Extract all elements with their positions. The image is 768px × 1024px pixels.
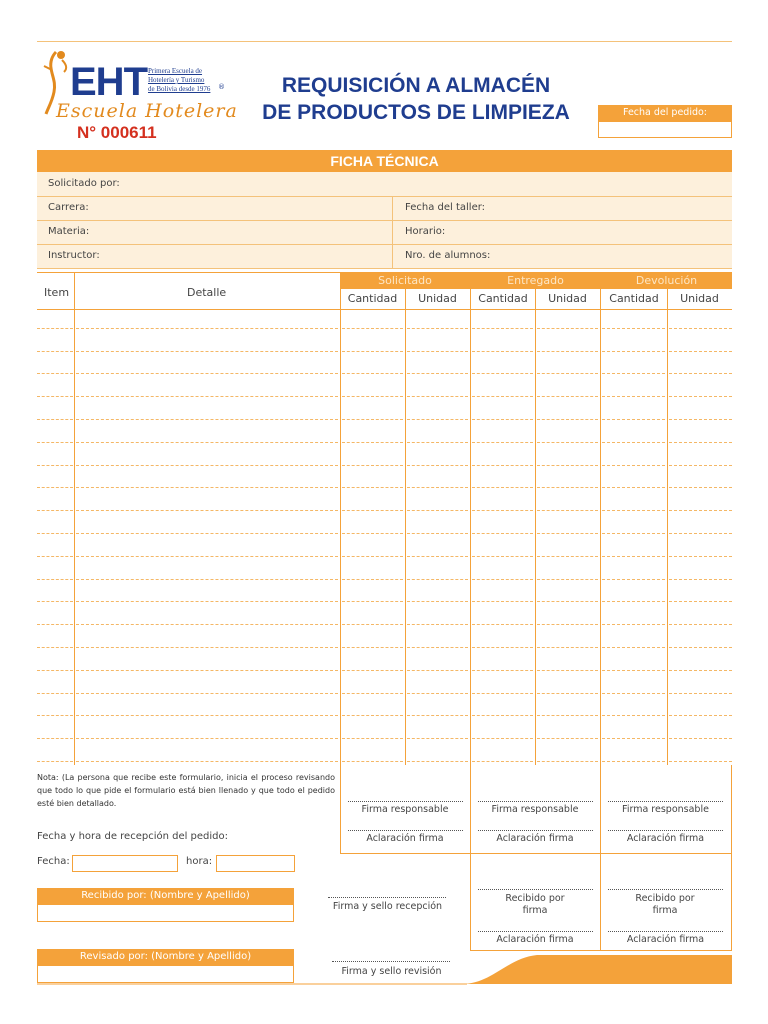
row-dash bbox=[407, 761, 468, 762]
row-dash bbox=[669, 396, 732, 397]
sig-divider bbox=[731, 765, 732, 950]
row-solicitado[interactable] bbox=[37, 172, 732, 197]
row-dash bbox=[407, 647, 468, 648]
row-dash bbox=[407, 624, 468, 625]
row-dash bbox=[537, 328, 598, 329]
form-number: N° 000611 bbox=[77, 123, 157, 142]
row-dash bbox=[407, 442, 468, 443]
horario-label: Horario: bbox=[405, 226, 446, 237]
row-dash bbox=[669, 328, 732, 329]
row-dash bbox=[472, 351, 533, 352]
sub-header-unidad: Unidad bbox=[680, 292, 719, 305]
nota-text: Nota: (La persona que recibe este formulario, inicia el proceso revisando que todo lo que pide el formulario está bien llenado y que todo el pedido esté bien detallado. bbox=[37, 773, 335, 808]
row-dash bbox=[342, 510, 403, 511]
hora-field[interactable] bbox=[216, 855, 295, 872]
aclaracion-firma-5: Aclaración firma bbox=[626, 934, 705, 945]
row-dash bbox=[602, 715, 665, 716]
sig-line bbox=[348, 830, 463, 831]
row-dash bbox=[76, 693, 338, 694]
row-dash bbox=[37, 533, 73, 534]
ficha-heading: FICHA TÉCNICA bbox=[37, 150, 732, 172]
row-dash bbox=[37, 487, 73, 488]
table-top-rule bbox=[37, 272, 732, 273]
row-dash bbox=[537, 761, 598, 762]
row-dash bbox=[37, 465, 73, 466]
row-dash bbox=[37, 647, 73, 648]
row-dash bbox=[407, 533, 468, 534]
firma-responsable-1: Firma responsable bbox=[361, 804, 449, 815]
row-dash bbox=[602, 487, 665, 488]
row-dash bbox=[472, 533, 533, 534]
row-dash bbox=[37, 396, 73, 397]
row-dash bbox=[602, 351, 665, 352]
row-dash bbox=[407, 373, 468, 374]
row-dash bbox=[537, 556, 598, 557]
revisado-band: Revisado por: (Nombre y Apellido) bbox=[37, 949, 294, 965]
firma-responsable-2: Firma responsable bbox=[491, 804, 579, 815]
row-dash bbox=[669, 533, 732, 534]
row-dash bbox=[342, 396, 403, 397]
row-dash bbox=[76, 396, 338, 397]
sub-header-unidad: Unidad bbox=[418, 292, 457, 305]
row-dash bbox=[407, 738, 468, 739]
sub-header-unidad: Unidad bbox=[548, 292, 587, 305]
sig-line bbox=[478, 830, 593, 831]
row-dash bbox=[669, 715, 732, 716]
detalle-header: Detalle bbox=[187, 286, 227, 299]
recepcion-label: Fecha y hora de recepción del pedido: bbox=[37, 831, 229, 842]
row-dash bbox=[342, 738, 403, 739]
row-dash bbox=[76, 465, 338, 466]
nro-alumnos-label: Nro. de alumnos: bbox=[405, 250, 491, 261]
row-dash bbox=[76, 373, 338, 374]
row-dash bbox=[407, 715, 468, 716]
logo-subtitle: Primera Escuela de Hotelería y Turismo de Bolivia desde 1976 bbox=[148, 67, 211, 93]
row-dash bbox=[76, 738, 338, 739]
row-dash bbox=[669, 351, 732, 352]
page-title: REQUISICIÓN A ALMACÉN DE PRODUCTOS DE LIMPIEZA bbox=[262, 74, 570, 124]
firma-recepcion: Firma y sello recepción bbox=[332, 901, 443, 912]
row-dash bbox=[472, 487, 533, 488]
row-dash bbox=[669, 601, 732, 602]
firma-responsable-3: Firma responsable bbox=[622, 804, 709, 815]
recibido-por-firma-1: Recibido por firma bbox=[505, 893, 565, 916]
row-dash bbox=[407, 579, 468, 580]
row-dash bbox=[76, 328, 338, 329]
row-dash bbox=[37, 419, 73, 420]
sig-line bbox=[478, 801, 593, 802]
row-dash bbox=[537, 715, 598, 716]
materia-label: Materia: bbox=[48, 226, 90, 237]
sub-header-cantidad: Cantidad bbox=[478, 292, 528, 305]
row-dash bbox=[342, 579, 403, 580]
row-dash bbox=[472, 715, 533, 716]
row-dash bbox=[472, 373, 533, 374]
divider bbox=[392, 220, 393, 244]
row-dash bbox=[602, 533, 665, 534]
fecha-label: Fecha: bbox=[37, 856, 70, 867]
row-dash bbox=[342, 670, 403, 671]
registered-mark: ® bbox=[218, 83, 225, 91]
col-divider bbox=[74, 272, 75, 765]
row-dash bbox=[669, 419, 732, 420]
row-dash bbox=[669, 670, 732, 671]
row-instructor[interactable] bbox=[37, 244, 732, 269]
sig-line bbox=[608, 801, 723, 802]
row-dash bbox=[669, 761, 732, 762]
row-dash bbox=[342, 465, 403, 466]
fecha-pedido-field[interactable] bbox=[598, 121, 732, 138]
row-dash bbox=[602, 328, 665, 329]
sig-line bbox=[328, 897, 446, 898]
row-dash bbox=[407, 487, 468, 488]
group-solicitado: Solicitado bbox=[340, 272, 470, 289]
hora-label: hora: bbox=[186, 856, 213, 867]
row-dash bbox=[537, 624, 598, 625]
sub-header-cantidad: Cantidad bbox=[347, 292, 398, 305]
row-dash bbox=[407, 693, 468, 694]
col-divider bbox=[405, 289, 406, 765]
sig-divider bbox=[470, 765, 471, 950]
sig-rule bbox=[340, 853, 732, 854]
row-dash bbox=[537, 670, 598, 671]
row-dash bbox=[472, 510, 533, 511]
row-dash bbox=[669, 647, 732, 648]
row-dash bbox=[76, 670, 338, 671]
row-dash bbox=[76, 715, 338, 716]
row-dash bbox=[76, 533, 338, 534]
aclaracion-firma-2: Aclaración firma bbox=[496, 833, 574, 844]
row-dash bbox=[669, 442, 732, 443]
fecha-pedido-label: Fecha del pedido: bbox=[598, 105, 732, 121]
row-dash bbox=[602, 761, 665, 762]
row-dash bbox=[602, 601, 665, 602]
products-table bbox=[37, 272, 732, 765]
row-dash bbox=[342, 487, 403, 488]
row-dash bbox=[342, 351, 403, 352]
row-dash bbox=[602, 465, 665, 466]
row-dash bbox=[602, 373, 665, 374]
row-dash bbox=[537, 373, 598, 374]
row-dash bbox=[342, 715, 403, 716]
row-dash bbox=[342, 693, 403, 694]
sig-divider bbox=[600, 765, 601, 950]
sig-line bbox=[608, 830, 723, 831]
row-dash bbox=[76, 579, 338, 580]
sig-line bbox=[478, 931, 593, 932]
aclaracion-firma-1: Aclaración firma bbox=[366, 833, 444, 844]
row-dash bbox=[76, 510, 338, 511]
row-dash bbox=[76, 556, 338, 557]
sig-line bbox=[608, 889, 723, 890]
row-dash bbox=[669, 579, 732, 580]
fecha-taller-label: Fecha del taller: bbox=[405, 202, 486, 213]
row-dash bbox=[602, 442, 665, 443]
col-divider bbox=[600, 272, 601, 765]
col-divider bbox=[535, 289, 536, 765]
row-dash bbox=[342, 373, 403, 374]
row-dash bbox=[37, 510, 73, 511]
row-dash bbox=[37, 670, 73, 671]
row-dash bbox=[342, 556, 403, 557]
row-dash bbox=[472, 442, 533, 443]
row-dash bbox=[342, 328, 403, 329]
row-dash bbox=[37, 351, 73, 352]
row-dash bbox=[537, 442, 598, 443]
row-dash bbox=[37, 556, 73, 557]
row-dash bbox=[537, 579, 598, 580]
row-dash bbox=[537, 419, 598, 420]
row-dash bbox=[602, 396, 665, 397]
logo-text: EHT bbox=[70, 60, 147, 104]
row-dash bbox=[602, 510, 665, 511]
top-rule bbox=[37, 41, 732, 42]
row-dash bbox=[472, 579, 533, 580]
row-dash bbox=[37, 328, 73, 329]
divider bbox=[392, 196, 393, 220]
row-materia[interactable] bbox=[37, 220, 732, 245]
fecha-field[interactable] bbox=[72, 855, 178, 872]
row-dash bbox=[537, 351, 598, 352]
row-dash bbox=[342, 601, 403, 602]
row-dash bbox=[602, 624, 665, 625]
row-dash bbox=[37, 373, 73, 374]
row-dash bbox=[669, 693, 732, 694]
row-dash bbox=[472, 465, 533, 466]
row-dash bbox=[602, 579, 665, 580]
instructor-label: Instructor: bbox=[48, 250, 100, 261]
row-dash bbox=[76, 761, 338, 762]
row-dash bbox=[472, 556, 533, 557]
row-dash bbox=[602, 738, 665, 739]
row-dash bbox=[537, 510, 598, 511]
row-dash bbox=[472, 601, 533, 602]
row-dash bbox=[37, 693, 73, 694]
recibido-por-firma-2: Recibido por firma bbox=[635, 893, 695, 916]
row-dash bbox=[76, 442, 338, 443]
row-dash bbox=[602, 647, 665, 648]
row-dash bbox=[76, 601, 338, 602]
recibido-band: Recibido por: (Nombre y Apellido) bbox=[37, 888, 294, 904]
row-dash bbox=[407, 670, 468, 671]
row-dash bbox=[407, 419, 468, 420]
aclaracion-firma-4: Aclaración firma bbox=[496, 934, 574, 945]
row-dash bbox=[342, 419, 403, 420]
group-devolucion: Devolución bbox=[601, 272, 732, 289]
row-dash bbox=[37, 579, 73, 580]
row-dash bbox=[472, 670, 533, 671]
school-name: Escuela Hotelera bbox=[56, 100, 238, 122]
row-dash bbox=[407, 328, 468, 329]
row-dash bbox=[76, 647, 338, 648]
row-dash bbox=[472, 419, 533, 420]
row-dash bbox=[669, 465, 732, 466]
row-dash bbox=[537, 647, 598, 648]
row-dash bbox=[407, 351, 468, 352]
recibido-field[interactable] bbox=[37, 904, 294, 922]
col-divider bbox=[667, 289, 668, 765]
row-dash bbox=[37, 761, 73, 762]
row-dash bbox=[407, 510, 468, 511]
row-dash bbox=[537, 396, 598, 397]
row-dash bbox=[472, 693, 533, 694]
row-dash bbox=[472, 624, 533, 625]
col-divider bbox=[470, 272, 471, 765]
row-dash bbox=[537, 693, 598, 694]
row-dash bbox=[602, 670, 665, 671]
sig-line bbox=[608, 931, 723, 932]
row-dash bbox=[669, 510, 732, 511]
row-dash bbox=[602, 693, 665, 694]
row-dash bbox=[537, 601, 598, 602]
row-dash bbox=[37, 442, 73, 443]
row-dash bbox=[472, 647, 533, 648]
solicitado-label: Solicitado por: bbox=[48, 178, 120, 189]
row-dash bbox=[37, 738, 73, 739]
row-dash bbox=[76, 624, 338, 625]
row-dash bbox=[669, 624, 732, 625]
aclaracion-firma-3: Aclaración firma bbox=[626, 833, 705, 844]
firma-revision: Firma y sello revisión bbox=[341, 966, 442, 977]
row-dash bbox=[669, 738, 732, 739]
carrera-label: Carrera: bbox=[48, 202, 89, 213]
row-dash bbox=[669, 556, 732, 557]
divider bbox=[392, 244, 393, 268]
row-dash bbox=[602, 419, 665, 420]
row-carrera[interactable] bbox=[37, 196, 732, 221]
row-dash bbox=[537, 465, 598, 466]
row-dash bbox=[407, 465, 468, 466]
row-dash bbox=[342, 442, 403, 443]
table-header-rule bbox=[37, 309, 732, 310]
ficha-info bbox=[37, 172, 732, 268]
row-dash bbox=[669, 487, 732, 488]
row-dash bbox=[342, 533, 403, 534]
group-entregado: Entregado bbox=[471, 272, 600, 289]
row-dash bbox=[472, 396, 533, 397]
row-dash bbox=[342, 624, 403, 625]
row-dash bbox=[37, 624, 73, 625]
row-dash bbox=[537, 533, 598, 534]
row-dash bbox=[76, 351, 338, 352]
row-dash bbox=[472, 328, 533, 329]
row-dash bbox=[342, 761, 403, 762]
sub-header-cantidad: Cantidad bbox=[609, 292, 659, 305]
row-dash bbox=[472, 761, 533, 762]
row-dash bbox=[669, 373, 732, 374]
bottom-swoosh bbox=[37, 950, 733, 990]
row-dash bbox=[407, 396, 468, 397]
row-dash bbox=[602, 556, 665, 557]
row-dash bbox=[537, 738, 598, 739]
row-dash bbox=[537, 487, 598, 488]
row-dash bbox=[342, 647, 403, 648]
sig-line bbox=[478, 889, 593, 890]
sig-line bbox=[348, 801, 463, 802]
row-dash bbox=[472, 738, 533, 739]
item-header: Item bbox=[44, 286, 70, 299]
row-dash bbox=[407, 601, 468, 602]
row-dash bbox=[76, 419, 338, 420]
row-dash bbox=[37, 715, 73, 716]
row-dash bbox=[37, 601, 73, 602]
col-divider bbox=[340, 272, 341, 765]
row-dash bbox=[407, 556, 468, 557]
row-dash bbox=[76, 487, 338, 488]
